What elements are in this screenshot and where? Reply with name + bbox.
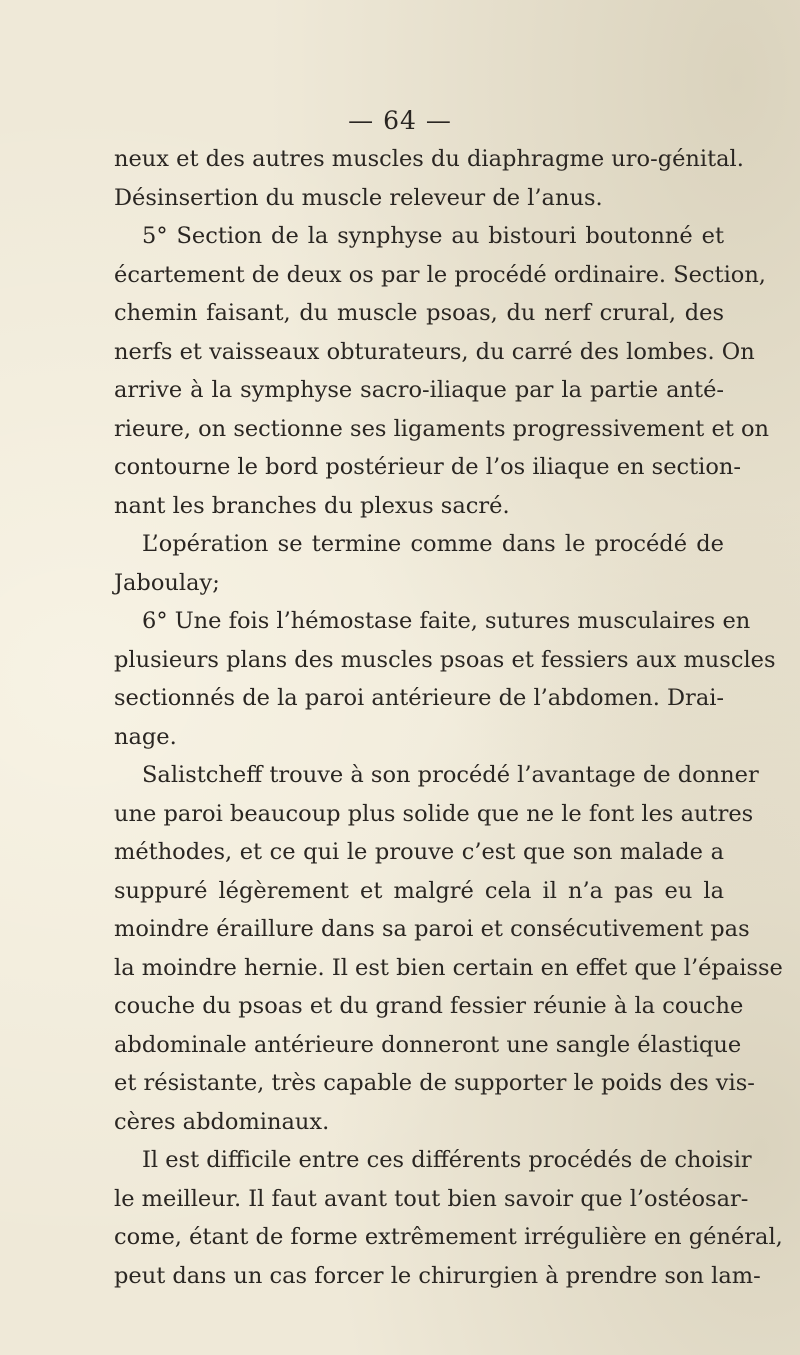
- text-line: nage.: [114, 723, 177, 750]
- text-line: méthodes, et ce qui le prouve c’est que son malade a: [114, 839, 724, 865]
- text-line: suppuré légèrement et malgré cela il n’a pas eu la: [114, 877, 724, 904]
- text-line: chemin faisant, du muscle psoas, du nerf crural, des: [114, 300, 724, 326]
- text-line: couche du psoas et du grand fessier réunie à la couche: [114, 993, 744, 1019]
- text-line: Il est difficile entre ces différents procédés de choisir: [142, 1147, 752, 1173]
- text-line: Désinsertion du muscle releveur de l’anus.: [114, 184, 603, 211]
- text-line: cères abdominaux.: [114, 1108, 330, 1135]
- text-line: plusieurs plans des muscles psoas et fessiers aux muscles: [114, 646, 776, 673]
- body-text: [114, 140, 783, 1295]
- text-line: 5° Section de la synphyse au bistouri boutonné et: [142, 223, 724, 249]
- text-line: sectionnés de la paroi antérieure de l’abdomen. Drai-: [114, 685, 725, 711]
- text-line: contourne le bord postérieur de l’os iliaque en section-: [114, 454, 742, 480]
- text-line: Jaboulay;: [114, 569, 220, 596]
- text-line: rieure, on sectionne ses ligaments progressivement et on: [114, 415, 770, 442]
- text-line: moindre éraillure dans sa paroi et consécutivement pas: [114, 916, 750, 942]
- text-line: nant les branches du plexus sacré.: [114, 492, 510, 519]
- text-line: et résistante, très capable de supporter le poids des vis-: [114, 1070, 755, 1096]
- text-line: une paroi beaucoup plus solide que ne le font les autres: [114, 800, 754, 827]
- text-line: la moindre hernie. Il est bien certain en effet que l’épaisse: [114, 954, 783, 981]
- text-line: neux et des autres muscles du diaphragme uro-génital.: [114, 146, 744, 172]
- text-line: abdominale antérieure donneront une sangle élastique: [114, 1031, 742, 1058]
- text-line: nerfs et vaisseaux obturateurs, du carré des lombes. On: [114, 338, 755, 365]
- text-line: peut dans un cas forcer le chirurgien à prendre son lam-: [114, 1262, 761, 1289]
- text-line: écartement de deux os par le procédé ordinaire. Section,: [114, 261, 766, 288]
- text-line: Salistcheff trouve à son procédé l’avantage de donner: [142, 762, 759, 788]
- page-number: — 64 —: [348, 106, 452, 135]
- text-line: le meilleur. Il faut avant tout bien savoir que l’ostéosar-: [114, 1185, 749, 1212]
- text-line: arrive à la symphyse sacro-iliaque par la partie anté-: [114, 377, 724, 403]
- text-line: come, étant de forme extrêmement irrégulière en général,: [114, 1224, 783, 1250]
- text-line: 6° Une fois l’hémostase faite, sutures musculaires en: [142, 608, 751, 634]
- text-line: L’opération se termine comme dans le procédé de: [142, 531, 724, 557]
